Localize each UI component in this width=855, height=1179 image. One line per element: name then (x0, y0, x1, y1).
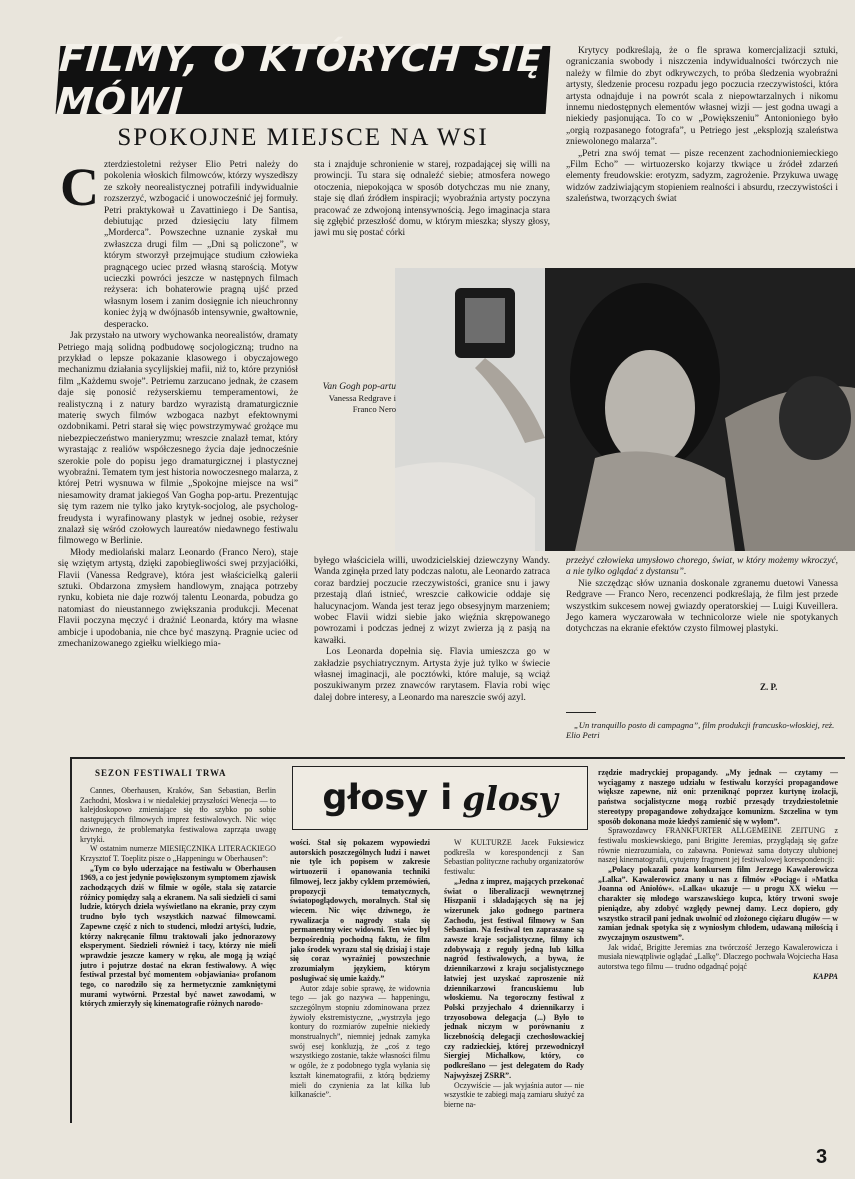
lower-paragraph: rzędzie madryckiej propagandy. „My jednak — czytamy — wyciągamy z naszego udziału w festiwalu korzyści propagandowe większe zapewne, niż oni: przeniknąć poprzez kurtynę izolacji, państwa socjalistyczne mogą rozbić przesądy trzydziestoletnie stereotypy propagandowe zohydzające komunizm. Szczelina w tym sposób dokonana może kiedyś zamienić się w wyłom”. (598, 768, 838, 826)
drop-cap: C (60, 157, 99, 217)
caption-title: Van Gogh pop-artu (322, 382, 396, 392)
article-column-2-bottom (314, 556, 550, 756)
section-banner: FILMY, O KTÓRYCH SIĘ MÓWI (56, 46, 551, 114)
article-paragraph: Młody mediolański malarz Leonardo (Franco Nero), staje się wziętym artystą, dzięki zapobiegliwości swej przyjaciółki, Flavii (Vanessa Redgrave), która jest właścicielką galerii sztuki. Obdarzona zmysłem handlowym, znająca potrzeby rynku, kobieta nie daje rozwój talentu Leonarda, pobudza go natomiast do nieustannego zwiększania produkcji. Mecenat Flavii poczyna męczyć i drażnić Leonarda, który ma własne ambicje i upodobania, nie chce być maszyną. Pragnie uciec od zmechanizowanego zgiełku wielkiego mia- (58, 547, 298, 650)
lower-paragraph: Sprawozdawcy FRANKFURTER ALLGEMEINE ZEITUNG z festiwalu moskiewskiego, pani Brigitte Jeremias, przyglądają się gafze równie niezrozumiała, co zabawna. Ponieważ sama dotyczy ulubionej naszej kinematografii, cytujemy fragment jej festiwalowej korespondencji: (598, 826, 838, 865)
article-paragraph: byłego właściciela willi, uwodzicielskiej dziewczyny Wandy. Wanda zginęła przed laty podczas nalotu, ale Leonardo zatraca coraz bardziej poczucie rzeczywistości, granice snu i jawy przestają dlań istnieć, wreszcie całkowicie oddaje się halucynacjom. Wanda jest teraz jego obsesyjnym marzeniem; wobec Flavii widzi siebie jako więźnia skrępowanego powrozami i podczas jednej z wizyt zwierza ją z pasją na kawałki. (314, 556, 550, 646)
lower-paragraph: „Tym co było uderzające na festiwalu w Oberhausen 1969, a co jest jedynie powiększonym symptomem zjawisk zachodzących dziś w filmie w ogóle, stała się zatarcie różnicy pomiędzy salą a ekranem. Na sali siedzieli ci sami ludzie, których dzieła wyświetlano na ekranie, przy czym trudno było tych wszystkich nazwać filmowcami. Zapewne część z nich to studenci, młodzi artyści, ludzie, którzy nakręcanie filmu traktowali jako jednorazowy eksperyment. Siedzieli również i tacy, którzy nie mieli wprawdzie jeszcze kamery w ręku, ale mogą ją wziąć jutro i pojutrze dostać na ekran festiwalowy. A więc festiwal przestał być momentem »objawiania« profanom tego, co narodziło się za hermetycznie zamkniętymi murami wytwórni. Przestał być nawet zawodami, w których zmierzyły się kinematografie różnych narodo- (80, 863, 276, 1009)
lower-paragraph: Oczywiście — jak wyjaśnia autor — nie wszystkie te zabiegi mają zamiaru służyć za bierne na- (444, 1080, 584, 1109)
lower-paragraph: Jak widać, Brigitte Jeremias zna twórczość Jerzego Kawalerowicza i musiała niewątpliwie oglądać „Lalkę”. Dlaczego pochwała Wojciecha Hasa autorstwa tego filmu — trudno odgadnąć pojąć (598, 942, 838, 972)
lower-paragraph: Cannes, Oberhausen, Kraków, San Sebastian, Berlin Zachodni, Moskwa i w niedalekiej przyszłości Wenecja — to kalejdoskopowo zmieniające się tło szybko po sobie następujących filmowych imprez festiwalowych. Nic więc dziwnego, że problematyka festiwalowa zaprząta uwagę krytyki. (80, 786, 276, 844)
article-column-1 (58, 157, 298, 782)
lower-paragraph: Autor zdaje sobie sprawę, że widownia tego — jak go nazywa — happeningu, szczególnym stopniu zdominowana przez żywioły ekstremistyczne, „wystrzyła jego kontury do rozmiarów zupełnie niekiedy monstrualnych”, niemniej jednak zamyka swój esej konkluzją, że „coś z tego wszystkiego zostanie, także własności filmu w ogóle, że z podobnego tygla wyłania się kształt kinematografii, z którą będziemy mieli do czynienia za lat kilka lub kilkanaście”. (290, 983, 430, 1100)
lower-column-2 (290, 838, 430, 1128)
section-divider (70, 757, 845, 759)
article-column-3-top (566, 46, 838, 268)
lower-paragraph: „Polacy pokazali poza konkursem film Jerzego Kawalerowicza „Lalka”. Kawalerowicz znany u nas z filmów »Pociąg« i »Matka Joanna od Aniołów«. »Lalka« ukazuje — u progu XX wieku — charakter się młodego warszawskiego kupca, który trwoni swoje pieniądze, aby zdobyć względy pewnej damy. Lecz dopiero, gdy wszystko stracił pani jednak uwolnić od złożonego ciężaru długów — w zamian jednak spotyka się z wyniosłym chłodem, udawaną miłością i zwyczajnym oszustwem”. (598, 865, 838, 942)
lower-paragraph: „Jedna z imprez, mających przekonać świat o liberalizacji wewnętrznej Hiszpanii i składających się na jej wizerunek jako godnego partnera Zachodu, jest festiwal filmowy w San Sebastian. Na festiwal ten zapraszane są zawsze kraje socjalistyczne, filmy ich zdobywają z reguły jedną lub kilka nagród festiwalowych, a bywa, że dziennikarzowi z kraju socjalistycznego łatwiej jest uzyskać zaproszenie niż dziennikarzowi francuskiemu lub włoskiemu. Na tegoroczny festiwal z Polski przyjechało 4 dziennikarzy i trzyosobowa delegacja (...) Było to jednak niczym w porównaniu z liczebnością delegacji czechosłowackiej czy radzieckiej, której przewodniczył Siergiej Michałkow, który, co podkreślano — jest delegatem do Rady Najwyższej ZSRR”. (444, 876, 584, 1080)
article-paragraph: Krytycy podkreślają, że o fle sprawa komercjalizacji sztuki, ograniczania swobody i niszczenia indywidualności twórczych nie należy w filmie do zbyt odkrywczych, to próba śledzenia wyobraźni artysty, śledzenie procesu rozpadu jego poczucia rzeczywistości, która artysta odnajduje i na powrót scala z niepowtarzalnych i nikomu innemu niedostępnych elementów własnej wizji — jest godna uwagi a niekiedy pasjonująca. To co w „Powiększeniu” Antonioniego było „orgią rozpasanego fotografa”, u Petriego jest „eksplozją szaleństwa zniewolonego malarza”. (566, 46, 838, 148)
article-paragraph: Jak przystało na utwory wychowanka neorealistów, dramaty Petriego mają solidną podbudowę socjologiczną; trudno na przykład o lepsze pokazanie klasowego i obyczajowego mechanizmu działania sycylijskiej mafii, niż to, które przyniósł film „Każdemu swoje”. Petriemu zarzucano jednak, że czasem daje się ponosić reżyserskiemu temperamentowi, że realistyczną i z natury bardzo wyrazistą dramaturgicznie materię swych filmów wzbogaca nazbyt efektownymi ozdobnikami. Petri starał się więc powstrzymywać grożące mu niebezpieczeństwo manieryzmu; wreszcie znalazł temat, który wyrastając z realiów współczesnego życia daje jednocześnie szerokie pole do popisu jego dramaturgicznej i plastycznej wyobraźni. Tematem tym jest historia nowoczesnego malarza, z której Petri wysnuwa w filmie „Spokojne miejsce na wsi” niesamowity dramat jakiegoś Van Gogha pop-artu. Prezentując się tym razem nie tylko jako krytyk-socjolog, ale psycholog-freudysta i wyrafinowany plastyk w jednej osobie, reżyser znalazł się wśród czołowych laureatów niedawnego festiwalu filmowego w Berlinie. (58, 331, 298, 547)
glosy-title-main: głosy i (322, 778, 453, 818)
glosy-title-box (292, 766, 588, 830)
article-paragraph: sta i znajduje schronienie w starej, rozpadającej się willi na prowincji. Tu stara się odnaleźć siebie; atmosfera nowego otoczenia, niepokojąca w sposób dotychczas mu nie znany, staje się dlań źródłem inspiracji; wyobraźnia artysty poczyna pracować ze zdwojoną intensywnością. Jego imaginacja stara się zgłębić przeszłość domu, w którym mieszka; słyszy głosy, jawi mu się postać córki (314, 160, 550, 239)
footnote-rule (566, 712, 596, 713)
glosy-title-script: glosy (462, 778, 558, 818)
article-signature: Z. P. (760, 682, 778, 692)
lower-paragraph: wości. Stał się pokazem wypowiedzi autorskich poszczególnych ludzi i nawet nie tyle ich popisem w zakresie wirtuozerii i opanowania techniki filmowej, lecz jakby cyklem przemówień, propozycji tematycznych, światopoglądowych, moralnych. Stał się wiecem. Nic więc dziwnego, że rywalizacja o nagrody stała się permanentny wiec widowni. Ten wiec był bezpośrednią pochodną faktu, że film jako środek wyrazu stał się dzisiaj i staje się coraz wyraźniej powszechnie zrozumiałym językiem, którym posługiwać się umie każdy.” (290, 838, 430, 983)
article-paragraph: „Petri zna swój temat — pisze recenzent zachodnioniemieckiego „Film Echo” — wirtuozersko kojarzy tkwiące u źródeł zdarzeń elementy freudowskie: erotyzm, sadyzm, zagrożenie. Przykuwa uwagę widzów zadziwiającym stopieniem realności i absurdu, rzeczywistości i szaleństwa, tworzących świat (566, 148, 838, 205)
film-credit-note: „Un tranquillo posto di campagna”, film produkcji francusko-włoskiej, reż. Elio Petri (566, 720, 835, 740)
article-headline: SPOKOJNE MIEJSCE NA WSI (117, 124, 489, 151)
section-border-left (70, 757, 72, 1123)
lower-signature: KAPPA (812, 971, 838, 981)
article-column-2-top (314, 160, 550, 268)
lower-column-3 (444, 838, 584, 1128)
article-column-3-bottom (566, 556, 838, 686)
lower-paragraph: W ostatnim numerze MIESIĘCZNIKA LITERACKIEGO Krzysztof T. Toeplitz pisze o „Happeningu w Oberhausen”: (80, 844, 276, 863)
lower-paragraph: W KULTURZE Jacek Fuksiewicz podkreśla w korespondencji z San Sebastian polityczne rachuby organizatorów festiwalu: (444, 838, 584, 877)
lower-column-4 (598, 768, 838, 1128)
film-still-photo (395, 268, 855, 551)
page-number: 3 (816, 1146, 828, 1168)
article-paragraph: przeżyć człowieka umysłowo chorego, świat, w który możemy wkroczyć, a nie tylko oglądać z dystansu”. (566, 556, 838, 578)
article-paragraph: zterdziestoletni reżyser Elio Petri należy do pokolenia włoskich filmowców, którzy wyszedłszy ze szkoły neorealistycznej potrafili indywidualnie rozszerzyć, wzbogacić i unowocześnić jej formuły. Petri praktykował u Zavattiniego i De Santisa, debiutując przed dziesięciu laty filmem „Morderca”. Powszechne uznanie zyskał mu zwłaszcza drugi film — „Dni są policzone”, w którym stworzył przejmujące studium człowieka pragnącego uciec przed własną starością. Motyw ucieczki powróci jeszcze w następnych filmach reżysera: ich bohaterowie pragną ujść przed własnym losem i zanim dosięgnie ich nieuchronny koniec żyją w dwójnasób intensywnie, gwałtownie, desperacko. (104, 160, 298, 330)
lower-section-title: SEZON FESTIWALI TRWA (95, 768, 227, 778)
article-paragraph: Nie szczędząc słów uznania doskonale zgranemu duetowi Vanessa Redgrave — Franco Nero, recenzenci podkreślają, że film jest przede wszystkim sukcesem nowej gwiazdy operatorskiej — Luigi Kuveillera. Jego kamera wyczarowała w technicolorze wiele nie spotykanych dotychczas na ekranie efektów czysto filmowej plastyki. (566, 578, 838, 635)
photo-caption (318, 382, 396, 415)
lower-column-1 (80, 786, 276, 1126)
article-paragraph: Los Leonarda dopełnia się. Flavia umieszcza go w zakładzie psychiatrycznym. Artysta żyje już tylko w świecie własnej imaginacji, ale pocztówki, które maluje, są wciąż poszukiwanym przez znawców rarytasem. Flavia robi więc dalej dobre interesy, a Leonardo ma nareszcie swój azyl. (314, 647, 550, 703)
photo-illustration (395, 268, 855, 551)
caption-names: Vanessa Redgrave i Franco Nero (328, 393, 396, 414)
